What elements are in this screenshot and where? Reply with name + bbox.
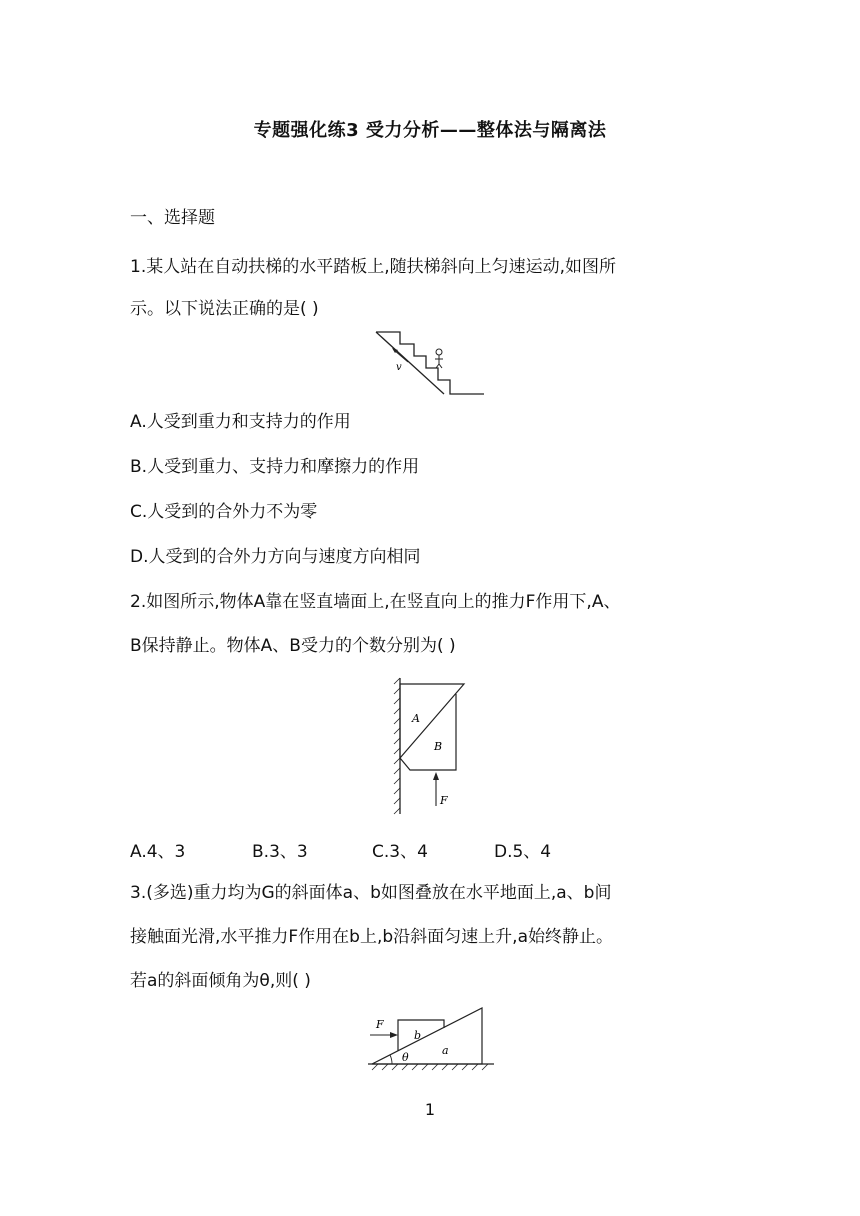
block-a-label: A [412, 712, 420, 725]
page-number: 1 [424, 1100, 436, 1119]
q1-option-b: B.人受到重力、支持力和摩擦力的作用 [130, 457, 420, 477]
page-title: 专题强化练3 受力分析——整体法与隔离法 [253, 120, 607, 141]
wedge-a-label: a [442, 1044, 449, 1057]
angle-theta-label: θ [402, 1051, 409, 1064]
block-b-label: B [434, 740, 443, 753]
person-icon [435, 349, 443, 368]
section-heading: 一、选择题 [130, 208, 215, 228]
escalator-figure [374, 328, 486, 400]
force-f-label: F [376, 1018, 384, 1031]
q3-stem-line2: 接触面光滑,水平推力F作用在b上,b沿斜面匀速上升,a始终静止。 [130, 927, 613, 947]
q2-option-d: D.5、4 [494, 842, 552, 862]
q2-stem-line2: B保持静止。物体A、B受力的个数分别为( ) [130, 636, 456, 656]
q1-option-a: A.人受到重力和支持力的作用 [130, 412, 351, 432]
q1-option-d: D.人受到的合外力方向与速度方向相同 [130, 547, 421, 567]
wedge-b-label: b [414, 1029, 422, 1042]
q2-option-c: C.3、4 [372, 842, 428, 862]
q2-option-b: B.3、3 [252, 842, 308, 862]
q1-stem-line2: 示。以下说法正确的是( ) [130, 299, 319, 319]
q3-stem-line1: 3.(多选)重力均为G的斜面体a、b如图叠放在水平地面上,a、b间 [130, 883, 612, 903]
velocity-label: v [396, 362, 402, 373]
q1-stem-line1: 1.某人站在自动扶梯的水平踏板上,随扶梯斜向上匀速运动,如图所 [130, 257, 617, 277]
q3-stem-line3: 若a的斜面倾角为θ,则( ) [130, 971, 311, 991]
q2-stem-line1: 2.如图所示,物体A靠在竖直墙面上,在竖直向上的推力F作用下,A、 [130, 592, 621, 612]
force-f-label: F [440, 794, 448, 807]
q1-option-c: C.人受到的合外力不为零 [130, 502, 318, 522]
stacked-wedges-figure [364, 1004, 498, 1072]
wall-blocks-figure [388, 676, 468, 816]
q2-option-a: A.4、3 [130, 842, 186, 862]
